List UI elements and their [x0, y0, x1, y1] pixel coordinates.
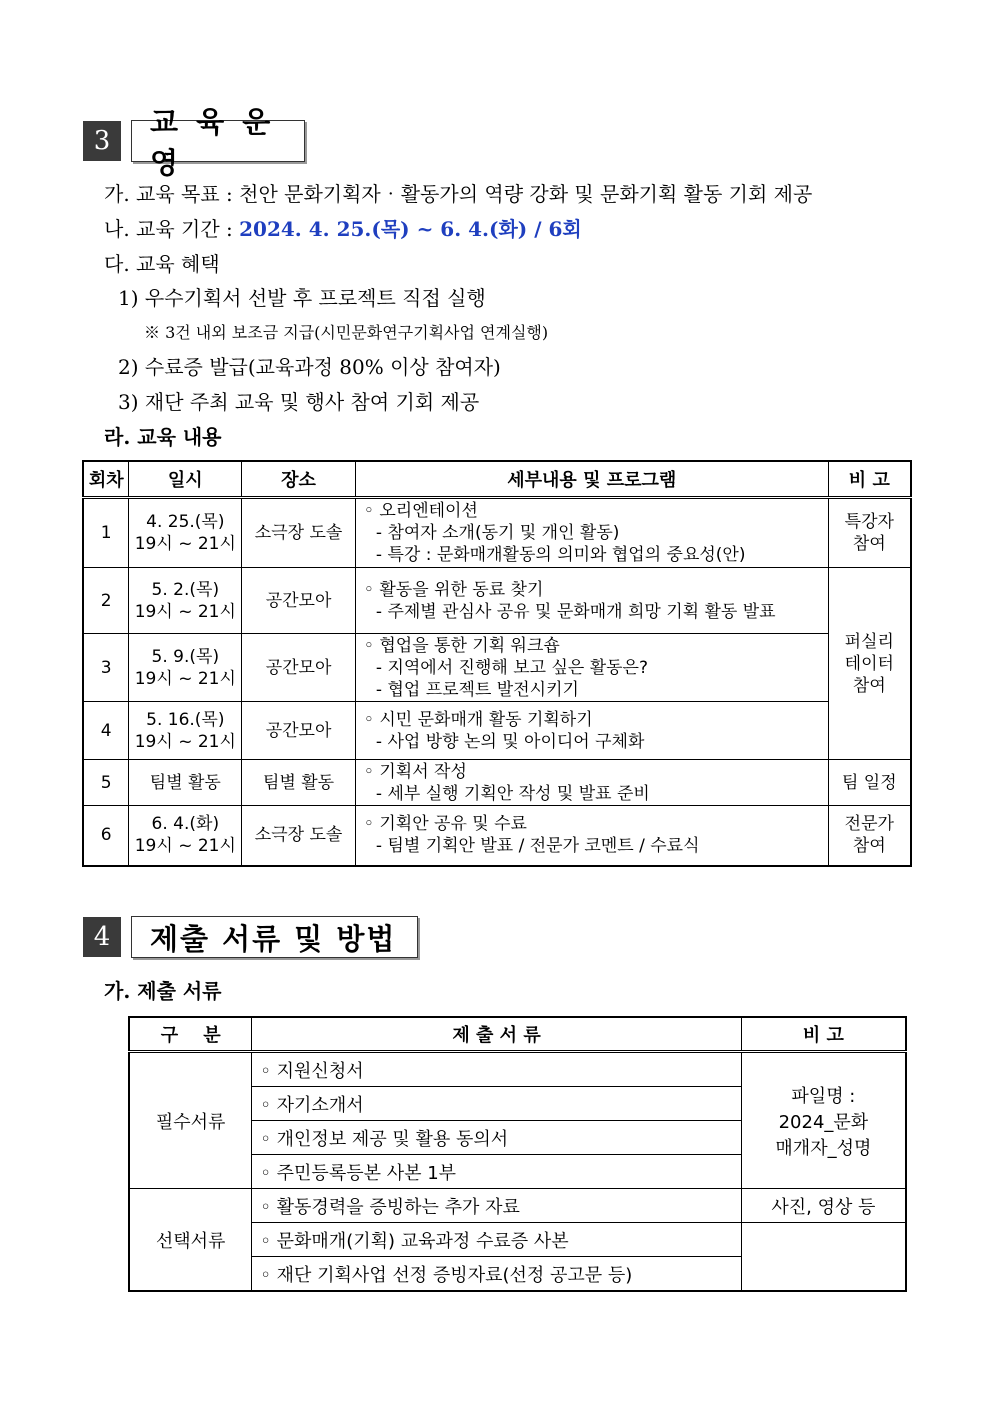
place-cell: 공간모아: [242, 702, 356, 760]
col-header-note: 비 고: [741, 1017, 906, 1052]
edu-benefit-label: 다. 교육 혜택: [104, 252, 220, 276]
table-row: [83, 806, 911, 866]
section-title: 교 육 운 영: [150, 105, 275, 180]
col-header-datetime: 일시: [129, 461, 242, 498]
place-cell: 팀별 활동: [242, 760, 356, 806]
section-title-box: [131, 916, 418, 958]
empty-note-cell: [741, 1223, 906, 1292]
note-text: 참여: [852, 534, 886, 554]
doc-item: ◦ 지원신청서: [252, 1052, 742, 1087]
round-cell: 3: [83, 634, 129, 702]
col-header-documents: 제 출 서 류: [252, 1017, 742, 1052]
date-text: 5. 9.(목): [151, 646, 220, 667]
program-sub: - 참여자 소개(동기 및 개인 활동): [375, 523, 620, 543]
round-cell: 5: [83, 760, 129, 806]
col-header-category: 구 분: [129, 1017, 252, 1052]
note-text: 테이터: [844, 653, 894, 674]
program-main: ◦ 활동을 위한 동료 찾기: [363, 579, 544, 600]
edu-goal-line: [104, 178, 812, 207]
time-text: 19시 ~ 21시: [134, 836, 236, 857]
program-main: ◦ 시민 문화매개 활동 기획하기: [363, 709, 593, 730]
date-text: 6. 4.(화): [151, 814, 220, 835]
program-main: ◦ 협업을 통한 기획 워크숍: [363, 635, 560, 656]
doc-item: ◦ 재단 기획사업 선정 증빙자료(선정 공고문 등): [252, 1257, 742, 1292]
program-sub: - 협업 프로젝트 발전시키기: [375, 679, 579, 700]
col-header-place: 장소: [242, 461, 356, 498]
table-row: [83, 760, 911, 806]
section-title-box: [131, 105, 305, 180]
program-cell: [355, 568, 828, 634]
docs-label: 가. 제출 서류: [104, 979, 222, 1003]
time-text: 19시 ~ 21시: [134, 731, 236, 752]
edu-benefit-2: 2) 수료증 발급(교육과정 80% 이상 참여자): [118, 355, 501, 379]
time-text: 19시 ~ 21시: [134, 668, 236, 689]
round-cell: 1: [83, 498, 129, 568]
note-text: 전문가: [844, 814, 894, 835]
edu-benefit-3: 3) 재단 주최 교육 및 행사 참여 기회 제공: [118, 390, 480, 414]
edu-period-text: 2024. 4. 25.(목) ~ 6. 4.(화) / 6회: [239, 217, 582, 241]
merged-note-cell: [828, 568, 911, 760]
round-cell: 4: [83, 702, 129, 760]
datetime-cell: [129, 634, 242, 702]
note-cell: [828, 806, 911, 866]
note-text: 매개자_성명: [775, 1137, 872, 1159]
submission-docs-table: [128, 1016, 907, 1292]
program-cell: [355, 760, 828, 806]
note-text: 2024_문화: [778, 1111, 869, 1133]
edu-content-label: 라. 교육 내용: [104, 425, 222, 449]
date-text: 5. 2.(목): [151, 579, 220, 600]
table-row: [83, 634, 911, 702]
note-cell: [828, 498, 911, 568]
date-text: 5. 16.(목): [146, 709, 225, 730]
datetime-cell: [129, 568, 242, 634]
table-row: [83, 498, 911, 568]
note-text: 파일명 :: [791, 1085, 856, 1107]
optional-category-cell: 선택서류: [129, 1189, 252, 1292]
program-sub: - 지역에서 진행해 보고 싶은 활동은?: [375, 657, 649, 678]
date-text: 4. 25.(목): [146, 512, 225, 532]
program-sub: - 세부 실행 기획안 작성 및 발표 준비: [375, 783, 650, 804]
edu-benefit-1-note: ※ 3건 내외 보조금 지급(시민문화연구기획사업 연계실행): [144, 323, 549, 342]
table-row: [83, 568, 911, 634]
col-header-program: 세부내용 및 프로그램: [355, 461, 828, 498]
time-text: 19시 ~ 21시: [134, 534, 236, 554]
round-cell: 2: [83, 568, 129, 634]
note-text: 참여: [852, 836, 886, 857]
program-cell: [355, 702, 828, 760]
program-sub: - 사업 방향 논의 및 아이디어 구체화: [375, 731, 645, 752]
place-cell: 소극장 도솔: [242, 498, 356, 568]
time-text: 19시 ~ 21시: [134, 601, 236, 622]
datetime-cell: 팀별 활동: [129, 760, 242, 806]
edu-schedule-table: [82, 460, 912, 867]
datetime-cell: [129, 702, 242, 760]
section-number-badge: 4: [83, 917, 121, 957]
place-cell: 공간모아: [242, 568, 356, 634]
program-main: ◦ 기획안 공유 및 수료: [363, 814, 527, 835]
doc-item: ◦ 문화매개(기획) 교육과정 수료증 사본: [252, 1223, 742, 1257]
datetime-cell: [129, 498, 242, 568]
program-sub: - 팀별 기획안 발표 / 전문가 코멘트 / 수료식: [375, 836, 700, 857]
doc-item: ◦ 개인정보 제공 및 활용 동의서: [252, 1121, 742, 1155]
edu-benefit-1: 1) 우수기획서 선발 후 프로젝트 직접 실행: [118, 286, 486, 310]
col-header-round: 회차: [83, 461, 129, 498]
note-text: 특강자: [844, 512, 894, 532]
round-cell: 6: [83, 806, 129, 866]
program-cell: [355, 498, 828, 568]
note-text: 퍼실리: [844, 631, 894, 652]
table-row: [129, 1189, 906, 1223]
note-cell: 팀 일정: [828, 760, 911, 806]
required-category-cell: 필수서류: [129, 1052, 252, 1189]
section-number-badge: 3: [83, 121, 121, 161]
edu-goal-text: 천안 문화기획자‧활동가의 역량 강화 및 문화기획 활동 기회 제공: [239, 182, 813, 206]
datetime-cell: [129, 806, 242, 866]
program-sub: - 주제별 관심사 공유 및 문화매개 희망 기획 활동 발표: [375, 601, 776, 622]
optional-note-cell: 사진, 영상 등: [741, 1189, 906, 1223]
edu-period-line: [104, 213, 582, 242]
place-cell: 공간모아: [242, 634, 356, 702]
program-main: ◦ 기획서 작성: [363, 761, 467, 782]
doc-item: ◦ 주민등록등본 사본 1부: [252, 1155, 742, 1189]
edu-goal-label: 가. 교육 목표 :: [104, 182, 233, 206]
col-header-note: 비 고: [828, 461, 911, 498]
table-row: [83, 702, 911, 760]
place-cell: 소극장 도솔: [242, 806, 356, 866]
program-sub: - 특강 : 문화매개활동의 의미와 협업의 중요성(안): [375, 545, 746, 565]
program-cell: [355, 806, 828, 866]
note-text: 참여: [852, 675, 886, 696]
required-note-cell: [741, 1052, 906, 1189]
table-row: [129, 1052, 906, 1087]
section-title: 제출 서류 및 방법: [150, 921, 397, 956]
edu-period-label: 나. 교육 기간 :: [104, 217, 233, 241]
doc-item: ◦ 자기소개서: [252, 1087, 742, 1121]
program-cell: [355, 634, 828, 702]
program-main: ◦ 오리엔테이션: [363, 501, 478, 521]
doc-item: ◦ 활동경력을 증빙하는 추가 자료: [252, 1189, 742, 1223]
